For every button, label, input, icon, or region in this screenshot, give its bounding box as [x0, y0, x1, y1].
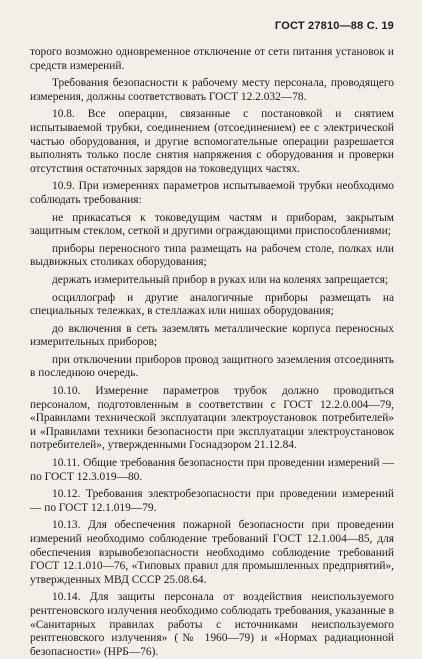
paragraph: 10.12. Требования электробезопасности при проведении измерений — по ГОСТ 12.1.019—79. — [30, 488, 394, 514]
list-item: приборы переносного типа размещать на рабочем столе, полках или выдвижных столиках оборудования; — [30, 242, 394, 269]
list-item: до включения в сеть заземлять металлические корпуса переносных измерительных приборов; — [30, 322, 394, 349]
list-item: осциллограф и другие аналогичные приборы размещать на специальных тележках, в стеллажах или нишах оборудования; — [30, 291, 394, 318]
paragraph: 10.13. Для обеспечения пожарной безопасности при проведении измерений необходимо соблюдение требований ГОСТ 12.1.004—85, для обеспечения взрывобезопасности необходимо соблюдение требований ГОСТ 12.1.010—76, «Типовых правил для промышленных предприятий», утвержденных МВД СССР 25.08.64. — [30, 519, 394, 586]
paragraph: 10.10. Измерение параметров трубок должно проводиться персоналом, подготовленным в соответствии с ГОСТ 12.2.0.004—79, «Правилами технической эксплуатации электроустановок потребителей» и «Правилами техники безопасности при эксплуатации электроустановок потребителей», утвержденными Госнадзором 21.12.84. — [30, 385, 394, 452]
paragraph: 10.9. При измерениях параметров испытываемой трубки необходимо соблюдать требования: — [30, 180, 394, 206]
paragraph: торого возможно одновременное отключение от сети питания установок и средств измерений. — [30, 46, 394, 72]
list-item: при отключении приборов провод защитного заземления отсоединять в последнюю очередь. — [30, 353, 394, 380]
paragraph: 10.11. Общие требования безопасности при проведении измерений — по ГОСТ 12.3.019—80. — [30, 457, 394, 483]
document-body — [30, 46, 394, 659]
list-item: не прикасаться к токоведущим частям и приборам, закрытым защитным стеклом, сеткой и другими ограждающими приспособлениями; — [30, 211, 394, 238]
paragraph: 10.14. Для защиты персонала от воздействия неиспользуемого рентгеновского излучения необходимо соблюдать требования, указанные в «Санитарных правилах работы с источниками неиспользуемого рентгеновского излучения» (№ 1960—79) и «Нормах радиационной безопасности» (НРБ—76). — [30, 591, 394, 658]
paragraph: 10.8. Все операции, связанные с постановкой и снятием испытываемой трубки, соединением (отсоединением) ее с электрической частью оборудования, и другие вспомогательные операции разрешается выполнять только после снятия напряжения с оборудования и проверки отсутствия остаточных зарядов на токоведущих частях. — [30, 108, 394, 175]
list-item: держать измерительный прибор в руках или на коленях запрещается; — [52, 273, 389, 286]
paragraph: Требования безопасности к рабочему месту персонала, проводящего измерения, должны соответствовать ГОСТ 12.2.032—78. — [30, 77, 394, 103]
page-header: ГОСТ 27810—88 С. 19 — [274, 20, 394, 32]
